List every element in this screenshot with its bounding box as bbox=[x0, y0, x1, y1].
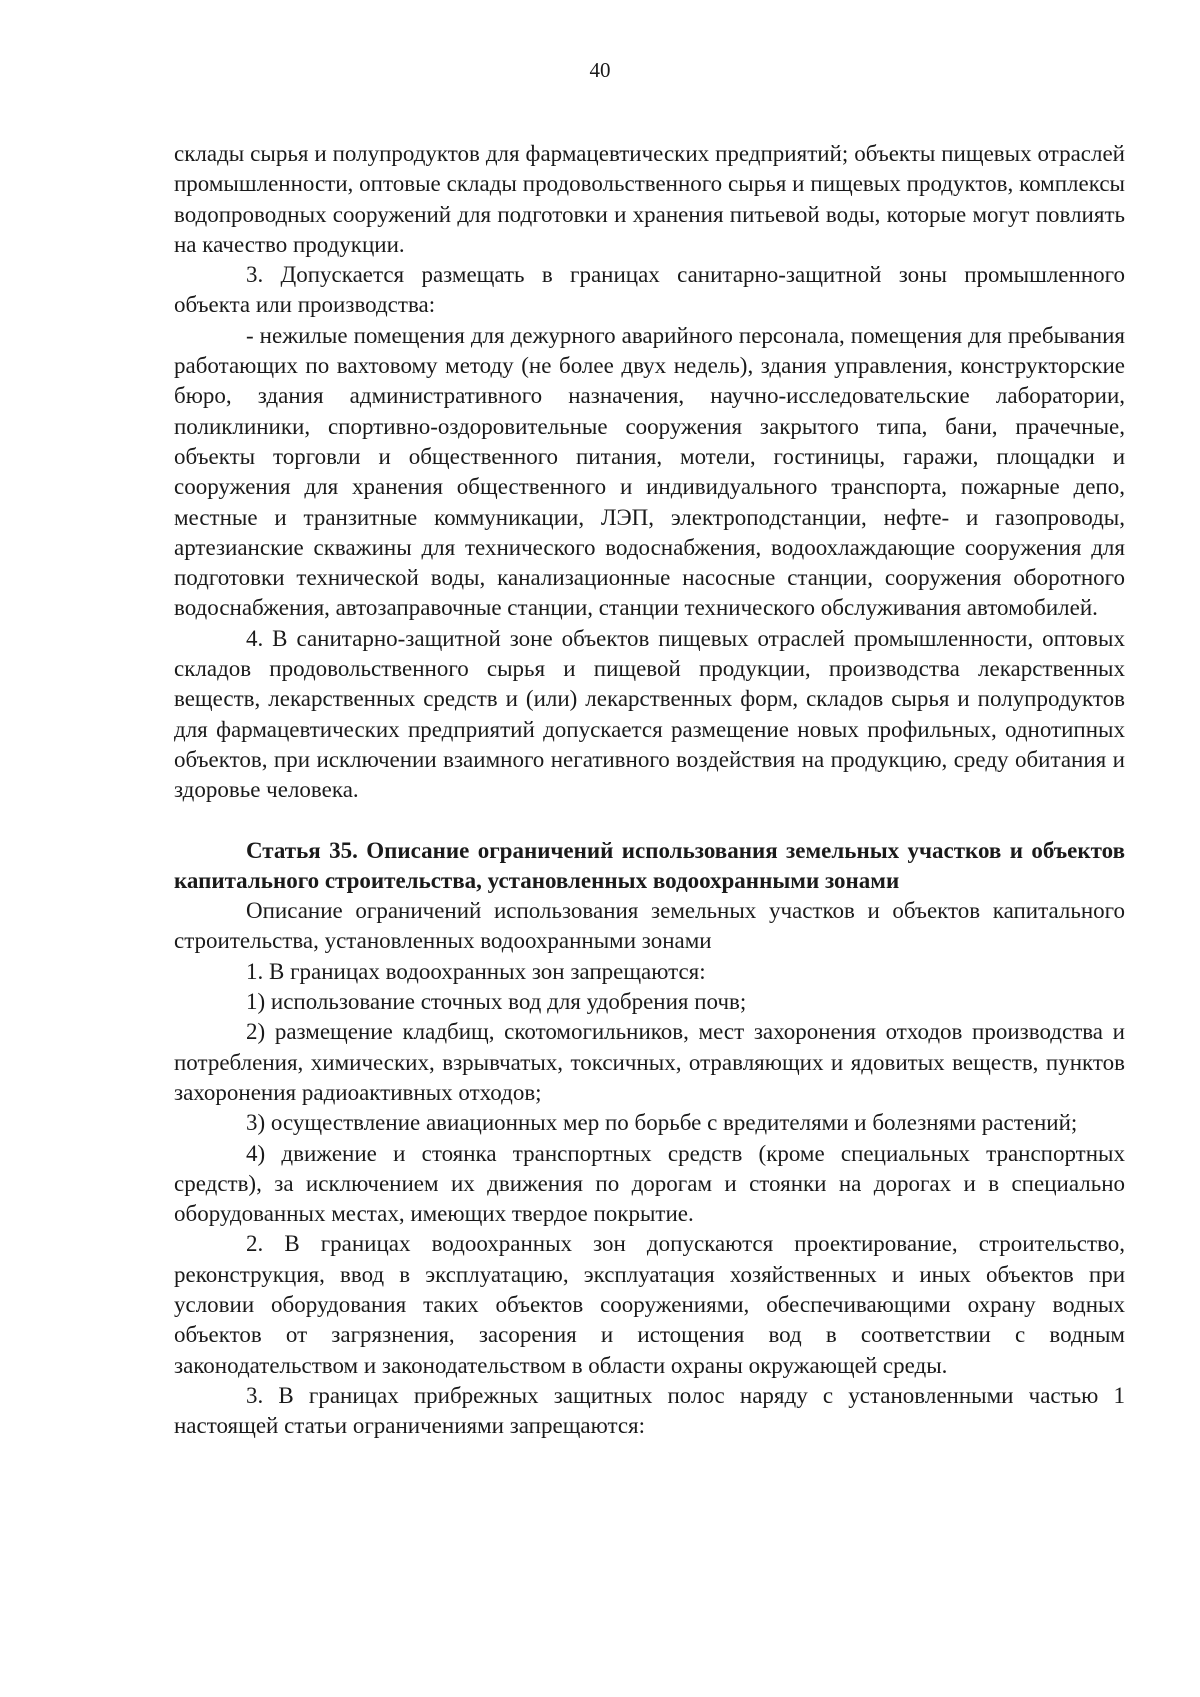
paragraph: 3. В границах прибрежных защитных полос наряду с установленными частью 1 настоящей статьи ограничениями запрещаются: bbox=[174, 1382, 1125, 1439]
paragraph: 3. Допускается размещать в границах санитарно-защитной зоны промышленного объекта или производства: bbox=[174, 262, 1125, 318]
paragraph: 2. В границах водоохранных зон допускаются проектирование, строительство, реконструкция, ввод в эксплуатацию, эксплуатация хозяйственных и иных объектов при условии оборудования таких объектов сооружениями, обеспечивающими охрану водных объектов от загрязнения, засорения и истощения вод в соответствии с водным законодательством и законодательством в области охраны окружающей среды. bbox=[174, 1231, 1125, 1378]
list-item: 2) размещение кладбищ, скотомогильников, мест захоронения отходов производства и потребления, химических, взрывчатых, токсичных, отравляющих и ядовитых веществ, пунктов захоронения радиоактивных отходов; bbox=[174, 1019, 1125, 1105]
article-heading: Статья 35. Описание ограничений использования земельных участков и объектов капитального строительства, установленных водоохранными зонами bbox=[174, 837, 1125, 893]
section-spacer bbox=[174, 806, 1125, 836]
paragraph: Описание ограничений использования земельных участков и объектов капитального строительства, установленных водоохранными зонами bbox=[174, 898, 1125, 954]
paragraph: - нежилые помещения для дежурного аварийного персонала, помещения для пребывания работающих по вахтовому методу (не более двух недель), здания управления, конструкторские бюро, здания административного назначения, научно-исследовательские лаборатории, поликлиники, спортивно-оздоровительные сооружения закрытого типа, бани, прачечные, объекты торговли и общественного питания, мотели, гостиницы, гаражи, площадки и сооружения для хранения общественного и индивидуального транспорта, пожарные депо, местные и транзитные коммуникации, ЛЭП, электроподстанции, нефте- и газопроводы, артезианские скважины для технического водоснабжения, водоохлаждающие сооружения для подготовки технической воды, канализационные насосные станции, сооружения оборотного водоснабжения, автозаправочные станции, станции технического обслуживания автомобилей. bbox=[174, 322, 1125, 621]
paragraph: 4. В санитарно-защитной зоне объектов пищевых отраслей промышленности, оптовых складов продовольственного сырья и пищевой продукции, производства лекарственных веществ, лекарственных средств и (или) лекарственных форм, складов сырья и полупродуктов для фармацевтических предприятий допускается размещение новых профильных, однотипных объектов, при исключении взаимного негативного воздействия на продукцию, среду обитания и здоровье человека. bbox=[174, 625, 1125, 803]
list-item: 4) движение и стоянка транспортных средств (кроме специальных транспортных средств), за исключением их движения по дорогам и стоянки на дорогах и в специально оборудованных местах, имеющих твердое покрытие. bbox=[174, 1140, 1125, 1227]
page-number: 40 bbox=[589, 58, 611, 82]
paragraph: 1. В границах водоохранных зон запрещаются: bbox=[246, 958, 706, 984]
document-body bbox=[174, 139, 1125, 1441]
paragraph: склады сырья и полупродуктов для фармацевтических предприятий; объекты пищевых отраслей промышленности, оптовые склады продовольственного сырья и пищевых продуктов, комплексы водопроводных сооружений для подготовки и хранения питьевой воды, которые могут повлиять на качество продукции. bbox=[174, 141, 1125, 257]
list-item: 3) осуществление авиационных мер по борьбе с вредителями и болезнями растений; bbox=[246, 1110, 1078, 1136]
list-item: 1) использование сточных вод для удобрения почв; bbox=[246, 989, 747, 1015]
